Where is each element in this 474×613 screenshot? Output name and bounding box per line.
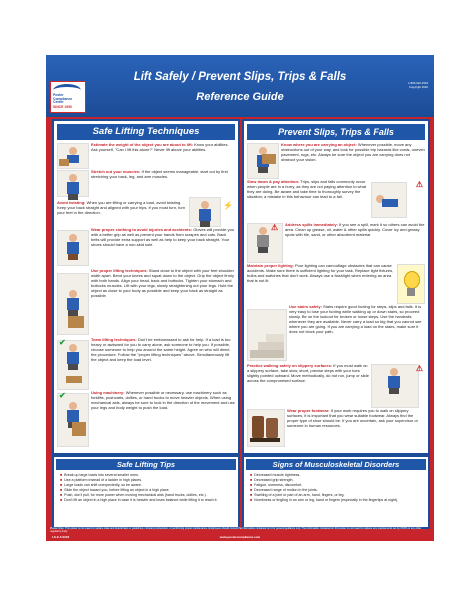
- warning-icon: ⚠: [271, 223, 279, 232]
- clothing-illustration: [57, 230, 89, 266]
- lifting-item-text: [91, 228, 235, 248]
- lifting-item: [57, 338, 235, 390]
- falling-illustration: [371, 182, 407, 218]
- item-heading: Wear proper clothing to avoid injuries and accidents:: [91, 227, 193, 232]
- carrying-illustration: [247, 143, 279, 179]
- item-heading: Use stairs safely:: [289, 304, 322, 309]
- lifting-item: [57, 143, 235, 169]
- poster-header: [46, 55, 434, 117]
- lifting-item-text: [91, 391, 235, 411]
- lifting-item-text: [91, 338, 235, 363]
- list-item: ■ Swelling of a joint or part of an arm, hand, fingers, or leg.: [250, 493, 424, 498]
- item-body: Whenever possible or necessary, use machinery such as forklifts, pushcarts, dollies, or hand trucks to move heavier objects. When using mechanical aids, always be sure to look in the direction of the movement and use your legs and body weight to push the load.: [91, 390, 235, 410]
- list-item: ■ Use a platform instead of a ladder in high places.: [60, 478, 234, 483]
- warning-icon: ⚠: [415, 180, 423, 189]
- lifting-item: [57, 269, 235, 337]
- slips-item-text: [289, 305, 425, 334]
- item-body: Gloves will provide you with a better grip as well as prevent your hands from scrapes and cuts. Back belts will provide extra support as well as help to keep your back straight. Your shoes should have a non-skid sole.: [91, 227, 235, 247]
- poster-title: Lift Safely / Prevent Slips, Trips & Falls: [133, 71, 347, 83]
- header-contact: [408, 81, 428, 89]
- logo-line: SINCE 1990: [53, 104, 72, 109]
- item-body: Poor lighting can camouflage obstacles that can cause accidents. Make sure there is sufficient lighting for your task. Replace light fixtures, bulbs and switches that don't work. Always use a flashlight when entering an area that is not lit.: [247, 263, 394, 283]
- team-lifting-illustration: [57, 340, 89, 390]
- checkmark-icon: ✔: [59, 391, 66, 400]
- lifting-item-text: [57, 201, 187, 216]
- lifting-item-text: [91, 269, 235, 298]
- item-body: Stand close to the object with your feet shoulder width apart. Bend your knees and squat down to the object. Grip the object firmly with both hands. Align your head, back and buttocks. Tighten your stomach and buttocks muscles. Lift with your legs, slowly straightening out your legs. Hold the object as close to your body as possible and keep your back as straight as possible.: [91, 268, 234, 298]
- slips-item: [247, 143, 425, 179]
- item-heading: Using machinery:: [91, 390, 125, 395]
- slips-item-text: [247, 364, 369, 384]
- slips-item: [247, 264, 425, 304]
- lifting-item-text: [91, 143, 235, 153]
- list-item: ■ Break up large loads into several smaller ones.: [60, 473, 234, 478]
- item-body: If you must walk on a slippery surface, take slow, short, precise steps with your toes slightly pointed outward. Move methodically, do not run, jump or slide across the compromised surface.: [247, 363, 369, 383]
- item-heading: Address spills immediately:: [285, 222, 338, 227]
- list-item: ■ Decreased grip strength.: [250, 478, 424, 483]
- hand-truck-illustration: [57, 393, 89, 447]
- prevent-slips-panel: [242, 119, 430, 455]
- slips-item-text: [247, 264, 395, 284]
- phone-number: 1-800-322-1524: [408, 81, 428, 85]
- item-body: Whenever possible, move any obstructions out of your way, and look for possible trip hazards like cords, uneven pavement, rugs, etc. Always be sure the object you are carrying does not obstruct your vision.: [281, 142, 425, 162]
- item-heading: Avoid twisting:: [57, 200, 86, 205]
- slips-item-text: [247, 180, 369, 200]
- item-heading: Wear proper footwear:: [287, 408, 330, 413]
- slips-item-text: [285, 223, 425, 238]
- walking-illustration: [371, 364, 419, 408]
- lifting-illustration: [57, 170, 89, 197]
- item-heading: Know where you are carrying an object:: [281, 142, 357, 147]
- slips-item-text: [287, 409, 425, 429]
- list-item: ■ Numbness or tingling in an arm or leg, hand or fingers (especially in the fingertips at night).: [250, 498, 424, 503]
- poster-code: LS-E-5-0223: [52, 535, 70, 539]
- item-body: If the object seems manageable, start out by first stretching your back, leg, and arm muscles.: [91, 169, 228, 179]
- lifting-illustration: [189, 197, 221, 227]
- item-body: Know your abilities. Ask yourself, "Can I lift this alone?" Never lift above your abilities.: [91, 142, 229, 152]
- poster-subtitle: Reference Guide: [196, 91, 284, 103]
- lifting-items: [57, 143, 235, 450]
- warning-icon: ⚠: [415, 364, 423, 373]
- list-item: ■ Fatigue, soreness, discomfort.: [250, 483, 424, 488]
- list-item: ■ Decreased range of motion in the joints.: [250, 488, 424, 493]
- copyright: Copyright 2022: [409, 85, 428, 89]
- safety-poster: [46, 55, 434, 541]
- panel-title: Safe Lifting Tips: [56, 459, 236, 470]
- panel-title: Safe Lifting Techniques: [57, 124, 235, 140]
- signs-list: [250, 473, 424, 503]
- panel-title: Prevent Slips, Trips & Falls: [247, 124, 425, 140]
- list-item: ■ Don't lift an object in a high place in case it is heavier and loses balance while lifting it to reach it.: [60, 498, 234, 503]
- item-body: When you are lifting or carrying a load, avoid twisting. Keep your back straight and aligned with your hips, if you must turn, turn your feet in the direction.: [57, 200, 186, 215]
- lifting-item: [57, 170, 235, 196]
- lifting-item: [57, 228, 235, 268]
- slips-item: [247, 364, 425, 408]
- item-body: Don't be embarrassed to ask for help. If a load is too heavy or awkward for you to carry alone, ask someone to help you. If possible, choose someone to help you around the same height. Agree on who will direct the procedure. Follow the "proper lifting techniques" above. Simultaneously lift the object and keep the load level.: [91, 337, 231, 362]
- list-item: ■ Slide the object toward you, before lifting an object in a high place.: [60, 488, 234, 493]
- item-heading: Slow down & pay attention:: [247, 179, 300, 184]
- item-heading: Stretch out your muscles:: [91, 169, 141, 174]
- slips-item-text: [281, 143, 425, 163]
- slips-items: [247, 143, 425, 450]
- lifting-item-text: [91, 170, 235, 180]
- item-heading: Practice walking safely on slippery surfaces:: [247, 363, 333, 368]
- item-body: Stairs require good footing for steps, slips and falls. It is very easy to lose your footing while walking up or down stairs, so proceed slowly. Be on the lookout for broken or loose steps. Use the handrails whenever they are available. Never carry a load so big that you cannot see where you are going. If you are carrying a load on the stairs, make sure it does not block your path.: [289, 304, 422, 334]
- musculoskeletal-signs-panel: [242, 455, 430, 529]
- item-body: If you see a spill, mark it so others can avoid the area. Clean up grease, oil, water & other spills quickly. Cover icy and greasy spots with tile, sand, or other absorbent material.: [285, 222, 425, 237]
- tips-list: [60, 473, 234, 503]
- item-heading: Use proper lifting techniques:: [91, 268, 148, 273]
- logo-line: Poster: [53, 93, 64, 97]
- lifting-item: [57, 391, 235, 447]
- checkmark-icon: ✔: [59, 338, 66, 347]
- safe-lifting-panel: [52, 119, 240, 455]
- boots-illustration: [247, 409, 285, 447]
- lightbulb-icon: [397, 264, 425, 304]
- slips-item: [247, 305, 425, 363]
- lightning-warning-icon: ⚡: [223, 201, 233, 210]
- lifting-illustration: [57, 143, 89, 169]
- lifting-item: [57, 197, 235, 227]
- slips-item: [247, 223, 425, 263]
- slips-item: [247, 180, 425, 222]
- website-url: www.postercompliance.com: [219, 535, 261, 539]
- list-item: ■ Decreased muscle tightness.: [250, 473, 424, 478]
- panel-title: Signs of Musculoskeletal Disorders: [246, 459, 426, 470]
- disclaimer: Please Note: This poster is not meant to replace state and federal laws or guidelines, company procedures, or performing proper maintenance. Employees should consult the information contained on it for general guidance only. The information contained on this poster is not meant to replace any requirements set by OSHA or any other regulatory body.: [50, 527, 422, 533]
- logo-line: Center: [53, 100, 64, 104]
- list-item: ■ Large loads can shift unexpectedly, so be aware.: [60, 483, 234, 488]
- list-item: ■ Push, don't pull, for more power when moving mechanical aids (hand trucks, dollies, etc.).: [60, 493, 234, 498]
- poster-footer: [50, 527, 430, 539]
- item-body: If your work requires you to walk on slippery surfaces, it is important that you wear suitable footwear. Always find the proper type of shoe should be. If you are uncertain, ask your supervisor or someone in human resources.: [287, 408, 418, 428]
- logo-line: Compliance: [53, 96, 73, 101]
- item-heading: Estimate the weight of the object you are about to lift:: [91, 142, 194, 147]
- slips-item: [247, 409, 425, 447]
- item-heading: Team lifting techniques:: [91, 337, 137, 342]
- stairs-illustration: [247, 309, 287, 361]
- safe-lifting-tips-panel: [52, 455, 240, 529]
- item-heading: Maintain proper lighting:: [247, 263, 294, 268]
- lifting-illustration: [57, 273, 89, 335]
- item-body: Trips, slips and falls commonly occur when people are in a hurry, as they are not paying attention to what they are doing. Be aware and take time to thoroughly survey the situation; a mistake in this behaviour can lead to a fall.: [247, 179, 367, 199]
